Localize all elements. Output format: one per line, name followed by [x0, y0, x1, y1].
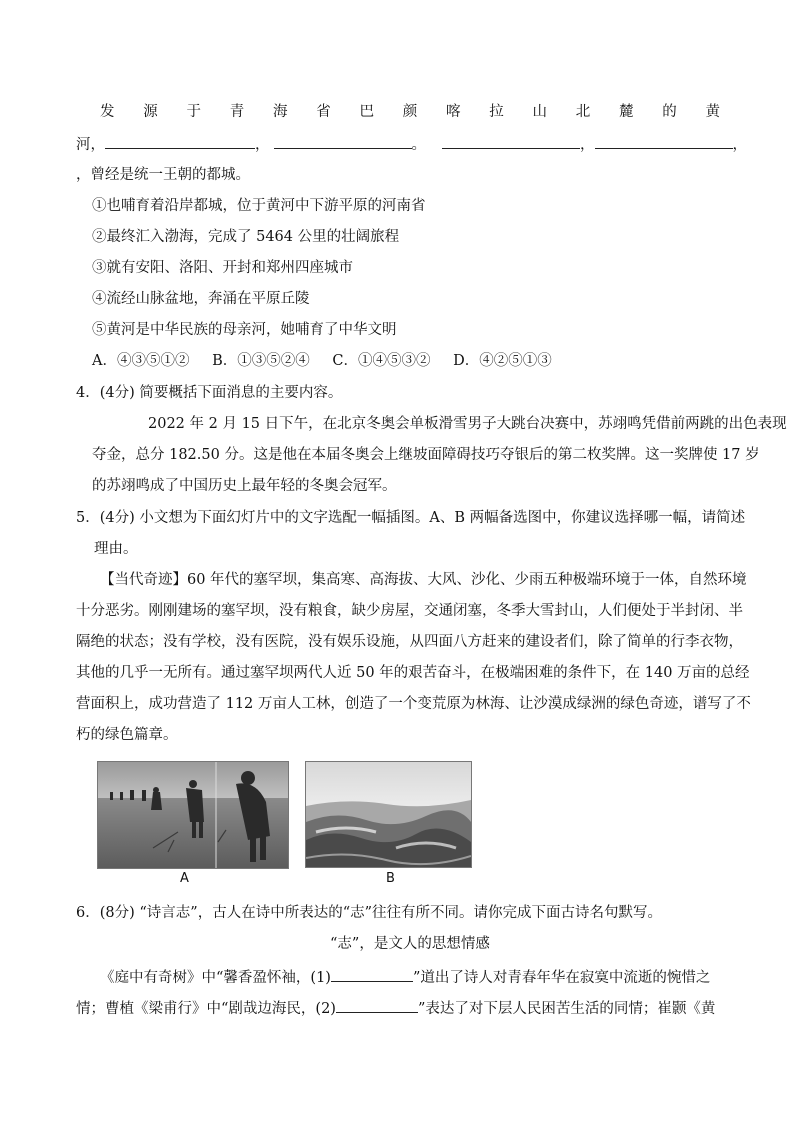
q3-item-4: ④流经山脉盆地，奔涌在平原丘陵 [92, 291, 310, 307]
q3-line1-char: 源 [143, 104, 158, 120]
answer-blank-1[interactable] [105, 133, 255, 149]
answer-blank-2[interactable] [274, 133, 412, 149]
q5-para-3: 隔绝的状态；没有学校，没有医院，没有娱乐设施，从四面八方赶来的建设者们，除了简单的行李衣物， [76, 634, 743, 650]
poem-blank-2[interactable] [336, 997, 418, 1013]
text: 河， [76, 137, 105, 153]
q3-item-3: ③就有安阳、洛阳、开封和郑州四座城市 [92, 260, 353, 276]
option-d[interactable]: D．④②⑤①③ [453, 353, 552, 369]
q3-line1-char: 山 [532, 104, 547, 120]
text: ”表达了对下层人民困苦生活的同情；崔颢《黄 [417, 1001, 716, 1017]
q3-line1-char: 于 [186, 104, 201, 120]
q3-line1-char: 麓 [619, 104, 634, 120]
q3-line1-char: 的 [662, 104, 677, 120]
q4-para-2: 夺金，总分 182.50 分。这是他在本届冬奥会上继坡面障碍技巧夺银后的第二枚奖牌。这一奖牌使 17 岁 [92, 447, 760, 463]
option-c[interactable]: C．①④⑤③② [332, 353, 431, 369]
q5-para-2: 十分恶劣。刚刚建场的塞罕坝，没有粮食，缺少房屋，交通闭塞，冬季大雪封山，人们便处于半封闭、半 [76, 603, 743, 619]
q3-line1-char: 省 [316, 104, 331, 120]
q3-item-2: ②最终汇入渤海，完成了 5464 公里的壮阔旅程 [92, 229, 400, 245]
q4-para-1: 2022 年 2 月 15 日下午，在北京冬奥会单板滑雪男子大跳台决赛中，苏翊鸣凭借前两跳的出色表现 [148, 416, 787, 432]
q3-line1-char: 喀 [446, 104, 461, 120]
poem-blank-1[interactable] [331, 966, 413, 982]
q6-line-1 [100, 966, 710, 988]
q3-item-1: ①也哺育着沿岸都城，位于黄河中下游平原的河南省 [92, 198, 426, 214]
q5-para-4: 其他的几乎一无所有。通过塞罕坝两代人近 50 年的艰苦奋斗，在极端困难的条件下，在 140 万亩的总经 [76, 665, 750, 681]
q3-options [92, 351, 570, 371]
text: ， [580, 137, 595, 153]
text: ， [255, 137, 270, 153]
q3-line3: ，曾经是统一王朝的都城。 [76, 167, 250, 183]
q5-stem-2: 理由。 [94, 541, 138, 557]
text: ”道出了诗人对青春年华在寂寞中流逝的惋惜之 [412, 970, 711, 986]
q3-line1 [100, 100, 720, 121]
q3-line1-char: 黄 [705, 104, 720, 120]
option-b[interactable]: B．①③⑤②④ [212, 353, 310, 369]
text: 情；曹植《梁甫行》中“剧哉边海民，(2) [76, 1001, 336, 1017]
q4-para-3: 的苏翊鸣成了中国历史上最年轻的冬奥会冠军。 [92, 478, 397, 494]
q6-stem: 6．(8分) “诗言志”，古人在诗中所表达的“志”往往有所不同。请你完成下面古诗名句默写。 [76, 905, 663, 921]
q3-line1-char: 拉 [489, 104, 504, 120]
q3-item-5: ⑤黄河是中华民族的母亲河，她哺育了中华文明 [92, 322, 397, 338]
q3-line1-char: 巴 [359, 104, 374, 120]
q6-heading: “志”，是文人的思想情感 [330, 936, 490, 952]
text: 。 [411, 137, 426, 153]
q5-stem-1: 5．(4分) 小文想为下面幻灯片中的文字选配一幅插图。A、B 两幅备选图中，你建议选择哪一幅，请简述 [76, 510, 746, 526]
q5-para-5: 营面积上，成功营造了 112 万亩人工林，创造了一个变荒原为林海、让沙漠成绿洲的绿色奇迹，谱写了不 [76, 696, 751, 712]
image-b-desert[interactable] [305, 761, 472, 868]
text: ， [732, 137, 747, 153]
option-a[interactable]: A．④③⑤①② [92, 353, 190, 369]
photo-b-illustration [306, 762, 471, 867]
q3-line1-char: 发 [100, 104, 115, 120]
q3-line1-char: 青 [229, 104, 245, 120]
q5-para-1: 【当代奇迹】60 年代的塞罕坝，集高寒、高海拔、大风、沙化、少雨五种极端环境于一体，自然环境 [100, 572, 747, 588]
photo-a-illustration [98, 762, 288, 868]
q3-line1-char: 北 [575, 104, 591, 120]
caption-b: B [386, 871, 395, 886]
image-a-tree-planting[interactable] [97, 761, 289, 869]
q3-line1-char: 颜 [402, 104, 418, 120]
answer-blank-4[interactable] [595, 133, 733, 149]
q5-para-6: 朽的绿色篇章。 [76, 727, 178, 743]
q3-line2 [76, 133, 747, 155]
q3-line1-char: 海 [273, 104, 288, 120]
text: 《庭中有奇树》中“馨香盈怀袖，(1) [100, 970, 331, 986]
q6-line-2 [76, 997, 715, 1019]
caption-a: A [180, 871, 189, 886]
q4-stem: 4．(4分) 简要概括下面消息的主要内容。 [76, 385, 343, 401]
answer-blank-3[interactable] [442, 133, 580, 149]
